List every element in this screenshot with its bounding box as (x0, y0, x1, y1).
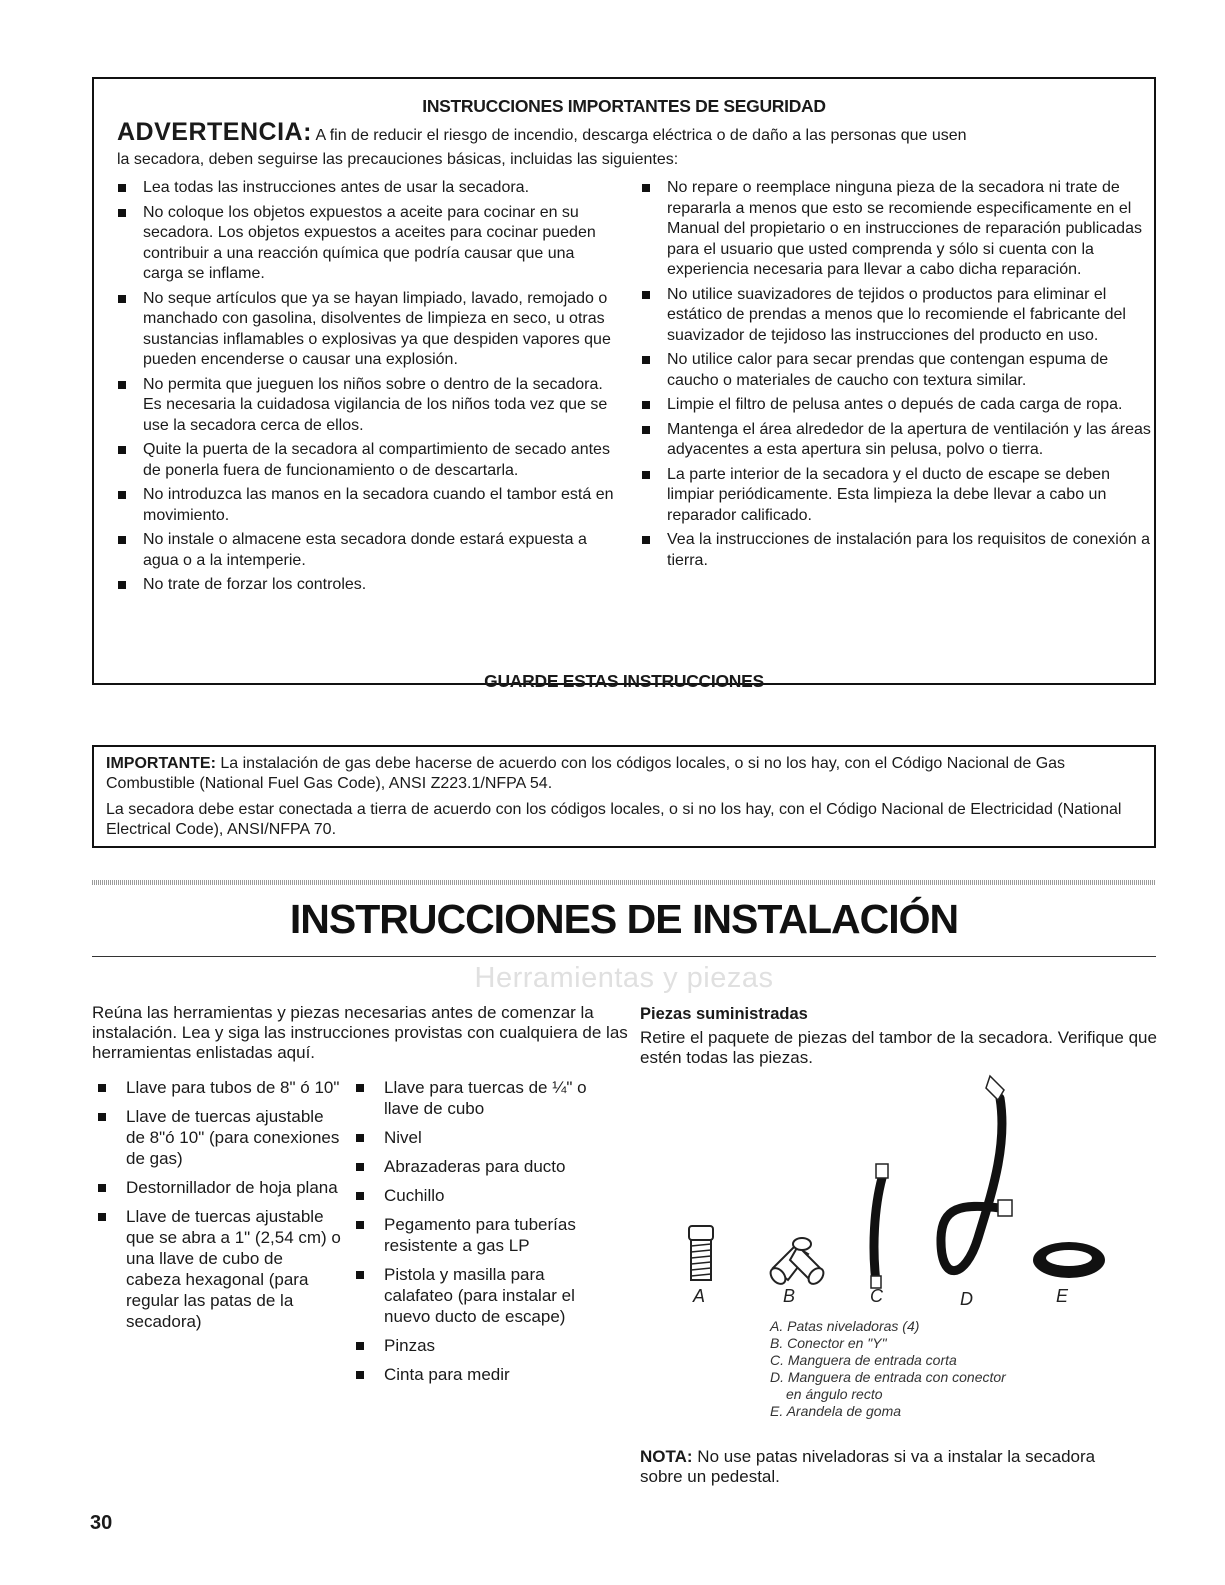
list-item: Cinta para medir (348, 1364, 613, 1385)
safety-title: INSTRUCCIONES IMPORTANTES DE SEGURIDAD (422, 96, 826, 116)
warning-text-2: la secadora, deben seguirse las precauciones básicas, incluidas las siguientes: (117, 151, 679, 168)
list-item: No introduzca las manos en la secadora cuando el tambor está en movimiento. (112, 485, 617, 526)
list-item: Llave de tuercas ajustable de 8"ó 10" (para conexiones de gas) (90, 1106, 342, 1169)
safety-left-list (112, 178, 617, 600)
warning-text-1: A fin de reducir el riesgo de incendio, descarga eléctrica o de daño a las personas que usen (315, 127, 967, 144)
list-item: No utilice calor para secar prendas que contengan espuma de caucho o materiales de caucho con textura similar. (636, 350, 1151, 391)
install-intro: Reúna las herramientas y piezas necesarias antes de comenzar la instalación. Lea y siga las instrucciones provistas con cualquiera de las herramientas enlistadas aquí. (92, 1003, 628, 1062)
important-text-2: La secadora debe estar conectada a tierra de acuerdo con los códigos locales, o si no los hay, con el Código Nacional de Electricidad (National Electrical Code), ANSI/NFPA 70. (106, 801, 1122, 838)
list-item: La parte interior de la secadora y el ducto de escape se deben limpiar periódicamente. Esta limpieza la debe llevar a cabo un reparador calificado. (636, 465, 1151, 527)
tools-list-2 (348, 1077, 613, 1393)
short-hose-icon (871, 1164, 888, 1288)
page-number: 30 (90, 1512, 113, 1534)
list-item: No instale o almacene esta secadora donde estará expuesta a agua o a la intemperie. (112, 530, 617, 571)
list-item: Cuchillo (348, 1185, 613, 1206)
list-item: Llave de tuercas ajustable que se abra a 1" (2,54 cm) o una llave de cubo de cabeza hexagonal (para regular las patas de la secadora) (90, 1206, 342, 1332)
part-caption: D. Manguera de entrada con conector (770, 1369, 1006, 1385)
safety-right-list (636, 178, 1151, 575)
part-caption: E. Arandela de goma (770, 1403, 902, 1419)
list-item: No utilice suavizadores de tejidos o productos para eliminar el estático de prendas a menos que lo recomiende el fabricante del suavizador de tejidoso las instrucciones del producto en uso. (636, 285, 1151, 347)
important-content (106, 754, 1141, 846)
part-letter: B (783, 1286, 796, 1306)
part-letter: E (1056, 1286, 1069, 1306)
title-rule (92, 956, 1156, 957)
part-caption: en ángulo recto (786, 1386, 883, 1402)
part-letter: D (960, 1289, 973, 1308)
list-item: Abrazaderas para ducto (348, 1156, 613, 1177)
warning-label: ADVERTENCIA: (117, 118, 312, 146)
rubber-washer-icon (1033, 1242, 1105, 1278)
list-item: Limpie el filtro de pelusa antes o depués de cada carga de ropa. (636, 395, 1151, 416)
part-letter: A (693, 1286, 706, 1306)
list-item: Nivel (348, 1127, 613, 1148)
warning-line-1 (117, 118, 967, 146)
leveling-leg-icon (689, 1226, 713, 1280)
part-caption: A. Patas niveladoras (4) (770, 1318, 920, 1334)
parts-illustration (660, 1068, 1120, 1308)
part-caption: B. Conector en "Y" (770, 1335, 887, 1351)
dotted-divider (92, 880, 1156, 885)
safety-footer: GUARDE ESTAS INSTRUCCIONES (484, 671, 764, 691)
parts-title: Piezas suministradas (640, 1005, 808, 1023)
parts-text: Retire el paquete de piezas del tambor de la secadora. Verifique que estén todas las piezas. (640, 1028, 1157, 1067)
important-label: IMPORTANTE: (106, 755, 216, 772)
list-item: Pinzas (348, 1335, 613, 1356)
list-item: Destornillador de hoja plana (90, 1177, 342, 1198)
list-item: Llave para tubos de 8" ó 10" (90, 1077, 342, 1098)
list-item: Pegamento para tuberías resistente a gas LP (348, 1214, 613, 1256)
parts-captions (770, 1318, 1006, 1420)
list-item: Lea todas las instrucciones antes de usar la secadora. (112, 178, 617, 199)
list-item: No coloque los objetos expuestos a aceite para cocinar en su secadora. Los objetos expuestos a aceites para cocinar pueden contribuir a una reacción química que podría causar que una carga se inflame. (112, 203, 617, 285)
list-item: Quite la puerta de la secadora al compartimiento de secado antes de ponerla fuera de funcionamiento o de descartarla. (112, 440, 617, 481)
note (640, 1447, 1140, 1487)
y-connector-icon (768, 1238, 827, 1287)
part-caption: C. Manguera de entrada corta (770, 1352, 957, 1368)
list-item: Llave para tuercas de ¼" o llave de cubo (348, 1077, 613, 1119)
list-item: No trate de forzar los controles. (112, 575, 617, 596)
long-hose-icon (941, 1076, 1012, 1271)
list-item: Mantenga el área alrededor de la apertura de ventilación y las áreas adyacentes a esta apertura sin pelusa, polvo o tierra. (636, 420, 1151, 461)
part-letter: C (870, 1286, 883, 1306)
tools-list-1 (90, 1077, 342, 1340)
important-text-1: La instalación de gas debe hacerse de acuerdo con los códigos locales, o si no los hay, con el Código Nacional de Gas Combustible (National Fuel Gas Code), ANSI Z223.1/NFPA 54. (106, 755, 1066, 792)
tools-title: Herramientas y piezas (474, 962, 774, 994)
install-title: INSTRUCCIONES DE INSTALACIÓN (289, 896, 959, 942)
list-item: No seque artículos que ya se hayan limpiado, lavado, remojado o manchado con gasolina, disolventes de limpieza en seco, u otras sustancias inflamables o explosivas ya que despiden vapores que pueden encenderse o causar una explosión. (112, 289, 617, 371)
note-text: No use patas niveladoras si va a instalar la secadora sobre un pedestal. (640, 1447, 1096, 1486)
list-item: Pistola y masilla para calafateo (para instalar el nuevo ducto de escape) (348, 1264, 613, 1327)
list-item: No permita que jueguen los niños sobre o dentro de la secadora. Es necesaria la cuidadosa vigilancia de los niños toda vez que se use la secadora cerca de ellos. (112, 375, 617, 437)
note-label: NOTA: (640, 1447, 693, 1466)
list-item: Vea la instrucciones de instalación para los requisitos de conexión a tierra. (636, 530, 1151, 571)
list-item: No repare o reemplace ninguna pieza de la secadora ni trate de repararla a menos que esto se recomiende especificamente en el Manual del propietario o en instrucciones de reparación publicadas para el usuario que usted comprenda y sólo si cuenta con la experiencia necesaria para llevar a cabo dicha reparación. (636, 178, 1151, 281)
